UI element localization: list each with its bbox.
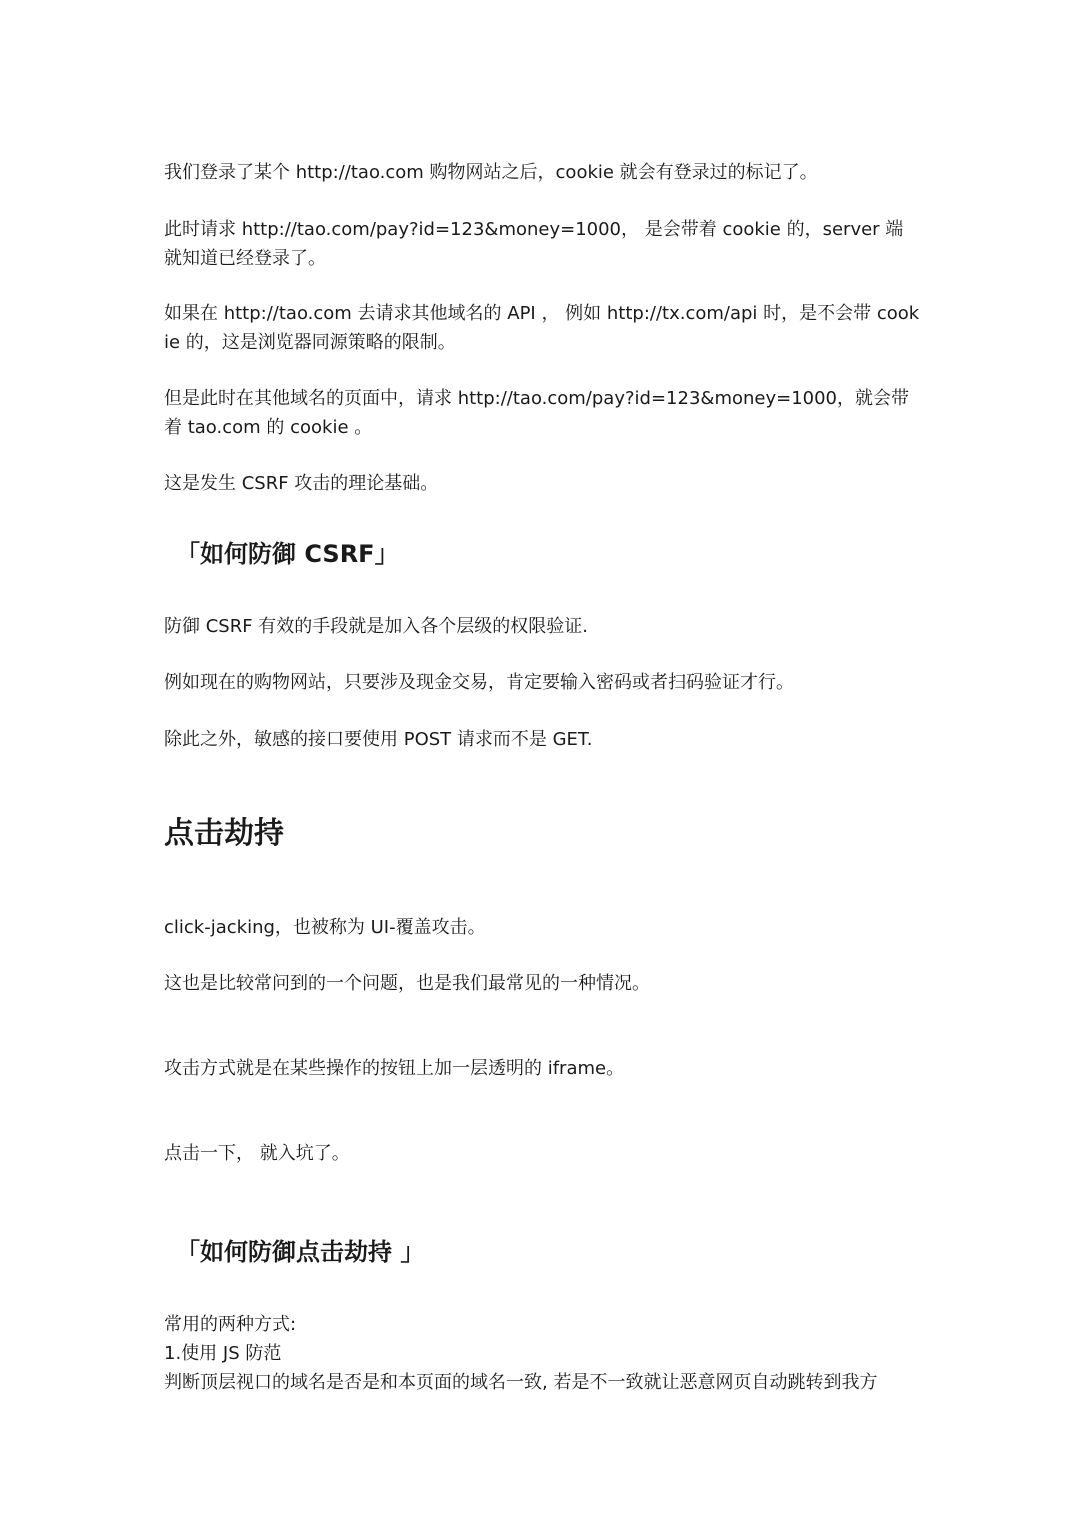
heading-csrf-defense: 「如何防御 CSRF」: [176, 540, 399, 568]
paragraph-shopping-example: 例如现在的购物网站，只要涉及现金交易，肯定要输入密码或者扫码验证才行。: [164, 672, 794, 693]
paragraph-top-viewport-check: 判断顶层视口的域名是否是和本页面的域名一致, 若是不一致就让恶意网页自动跳转到我方: [164, 1372, 878, 1393]
paragraph-post-not-get: 除此之外，敏感的接口要使用 POST 请求而不是 GET.: [164, 729, 593, 750]
paragraph-permission-check: 防御 CSRF 有效的手段就是加入各个层级的权限验证.: [164, 616, 589, 637]
paragraph-cross-domain: 但是此时在其他域名的页面中，请求 http://tao.com/pay?id=123&money=1000，就会带着 tao.com 的 cookie 。: [164, 388, 910, 438]
heading-clickjacking-defense: 「如何防御点击劫持 」: [176, 1238, 425, 1266]
paragraph-click-trap: 点击一下， 就入坑了。: [164, 1143, 350, 1164]
paragraph-csrf-basis: 这是发生 CSRF 攻击的理论基础。: [164, 473, 439, 494]
paragraph-same-origin: 如果在 http://tao.com 去请求其他域名的 API ， 例如 http://tx.com/api 时，是不会带 cookie 的，这是浏览器同源策略的限制。: [164, 303, 920, 353]
heading-clickjacking: 点击劫持: [164, 816, 284, 851]
paragraph-js-defense: 1.使用 JS 防范: [164, 1343, 282, 1364]
paragraph-two-methods: 常用的两种方式:: [164, 1314, 297, 1335]
paragraph-common-question: 这也是比较常问到的一个问题，也是我们最常见的一种情况。: [164, 973, 650, 994]
paragraph-attack-method: 攻击方式就是在某些操作的按钮上加一层透明的 iframe。: [164, 1058, 625, 1079]
paragraph-pay-request: 此时请求 http://tao.com/pay?id=123&money=1000， 是会带着 cookie 的，server 端就知道已经登录了。: [164, 219, 904, 269]
paragraph-login-cookie: 我们登录了某个 http://tao.com 购物网站之后，cookie 就会有登录过的标记了。: [164, 162, 818, 183]
paragraph-clickjacking-intro: click-jacking，也被称为 UI-覆盖攻击。: [164, 917, 486, 938]
